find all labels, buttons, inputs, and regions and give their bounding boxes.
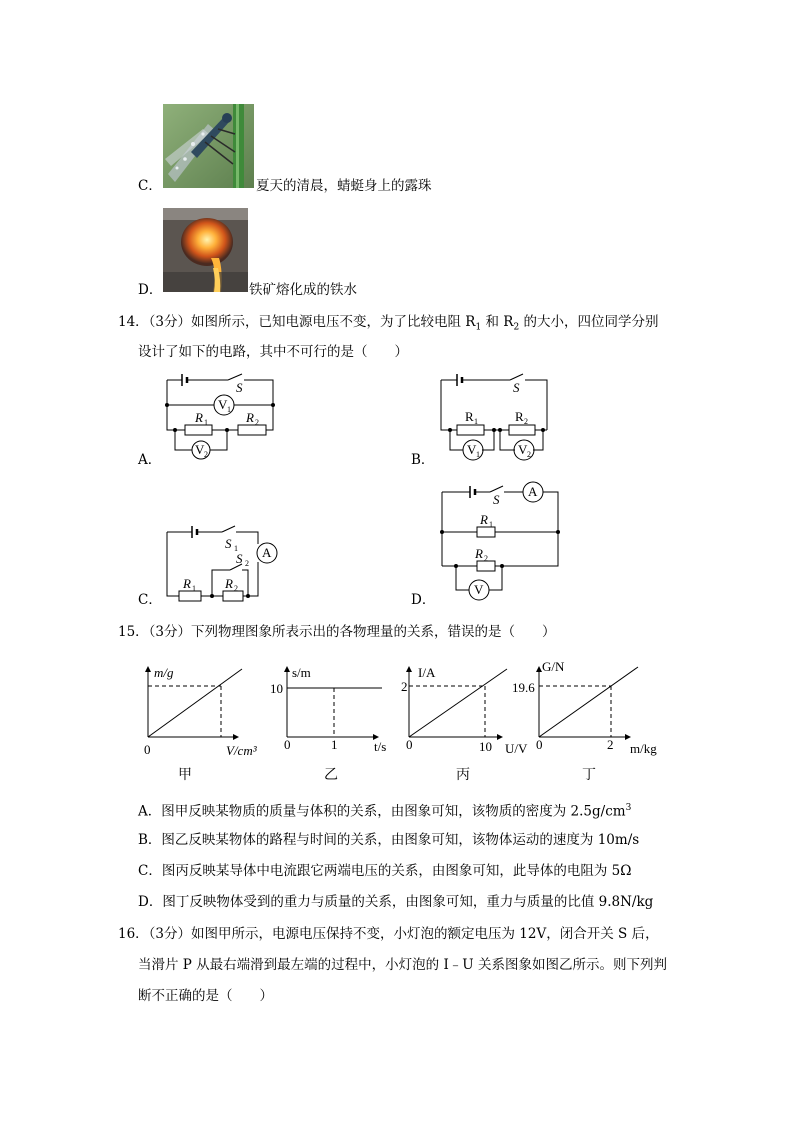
q14-option-a: A．: [138, 452, 162, 468]
graph4-xtick: 2: [607, 737, 614, 752]
option-d-letter: D．: [138, 282, 163, 298]
r2-label-b: R: [515, 409, 524, 424]
graph1-name: 甲: [178, 768, 192, 783]
q15-option-b: B．图乙反映某物体的路程与时间的关系，由图象可知，该物体运动的速度为 10m/s: [138, 832, 640, 848]
r2-sub-a: 2: [255, 418, 259, 427]
graph2-xlabel: t/s: [374, 739, 387, 754]
r2-label-d: R: [475, 546, 483, 561]
graph1-ylabel: m/g: [154, 665, 174, 680]
dragonfly-photo: [163, 104, 254, 188]
r2-sub-d: 2: [484, 554, 488, 563]
r1-label-d: R: [480, 512, 488, 527]
graph4-name: 丁: [582, 768, 596, 783]
r2-label-a: R: [246, 410, 254, 425]
graph3-origin: 0: [406, 737, 413, 752]
graph2-origin: 0: [284, 737, 291, 752]
graph4-ytick: 19.6: [512, 680, 535, 695]
graph1-origin: 0: [144, 742, 151, 757]
meter-sub: 2: [527, 450, 531, 459]
switch-label-d: S: [493, 492, 500, 507]
graph1-xlabel: V/cm³: [226, 743, 257, 758]
switch-s2-label: S: [236, 551, 243, 566]
ammeter-label-d: A: [528, 484, 538, 499]
q14-option-c: C．: [138, 592, 162, 608]
q16-stem-line2: 当滑片 P 从最右端滑到最左端的过程中，小灯泡的 I﹣U 关系图象如图乙所示。则下列判: [138, 957, 667, 973]
graph3-name: 丙: [456, 768, 470, 783]
q14-circuit-diagrams: [130, 370, 690, 620]
option-c-letter: C．: [138, 178, 162, 194]
q15-option-a: A．图甲反映某物质的质量与体积的关系，由图象可知，该物质的密度为 $2.5g/cm^3$: [138, 803, 632, 820]
r2-sub-c: 2: [234, 584, 238, 593]
q16-stem-line3: 断不正确的是（ ）: [138, 988, 273, 1004]
molten-iron-photo: [163, 208, 248, 292]
r1-sub-b: 1: [474, 417, 478, 426]
r1-sub-d: 1: [489, 520, 493, 529]
q15-graphs: [130, 655, 670, 785]
meter-label: V: [518, 442, 528, 457]
meter-label: V: [467, 442, 477, 457]
q15-option-d: D．图丁反映物体受到的重力与质量的关系，由图象可知，重力与质量的比值 9.8N/kg: [138, 894, 654, 910]
option-c-text: 夏天的清晨，蜻蜓身上的露珠: [256, 178, 432, 194]
circuit-a: [167, 374, 273, 450]
r1-label-b: R: [465, 409, 474, 424]
graph3-xlabel: U/V: [505, 741, 528, 756]
q14-stem-line2: 设计了如下的电路，其中不可行的是（ ）: [138, 344, 408, 360]
meter-sub: 1: [476, 450, 480, 459]
meter-sub: 2: [204, 450, 208, 459]
r2-sub-b: 2: [524, 417, 528, 426]
r1-label-a: R: [195, 410, 203, 425]
graph2-name: 乙: [324, 768, 338, 783]
r2-label-c: R: [225, 576, 233, 591]
circuit-d: [442, 486, 558, 590]
switch-s1-label: S: [225, 536, 232, 551]
meter-sub: 1: [227, 405, 231, 414]
graph3-ylabel: I/A: [418, 665, 436, 680]
ammeter-label-c: A: [262, 545, 272, 560]
graph3-ytick: 2: [401, 679, 408, 694]
graph4-ylabel: G/N: [542, 659, 565, 674]
graph4-xlabel: m/kg: [630, 741, 657, 756]
switch-label-a: S: [236, 380, 243, 395]
q15-stem: 15．（3分）下列物理图象所表示出的各物理量的关系，错误的是（ ）: [118, 624, 556, 640]
q16-stem-line1: 16．（3分）如图甲所示，电源电压保持不变，小灯泡的额定电压为 12V，闭合开关 S 后，: [118, 926, 659, 942]
r1-sub-c: 1: [192, 584, 196, 593]
q14-stem-line1: 14．（3分）如图所示，已知电源电压不变，为了比较电阻 $R_1$ 和 $R_2$ 的大小，四位同学分别: [118, 314, 659, 333]
q15-option-c: C．图丙反映某导体中电流跟它两端电压的关系，由图象可知，此导体的电阻为 5Ω: [138, 863, 632, 879]
switch-s2-sub: 2: [245, 559, 249, 568]
graph2-ytick: 10: [270, 681, 283, 696]
q14-option-d: D．: [411, 592, 436, 608]
voltmeter-label-d: V: [474, 582, 484, 597]
switch-label-b: S: [513, 380, 520, 395]
switch-s1-sub: 1: [234, 544, 238, 553]
option-d-text: 铁矿熔化成的铁水: [249, 282, 357, 298]
graph3-xtick: 10: [479, 739, 492, 754]
graph2-xtick: 1: [331, 737, 338, 752]
r1-label-c: R: [183, 576, 191, 591]
graph2-ylabel: s/m: [292, 665, 311, 680]
graph4-origin: 0: [536, 737, 543, 752]
r1-sub-a: 1: [204, 418, 208, 427]
q14-option-b: B．: [411, 452, 435, 468]
meter-label: V: [218, 397, 228, 412]
circuit-b: [441, 374, 547, 450]
meter-label: V: [195, 442, 205, 457]
